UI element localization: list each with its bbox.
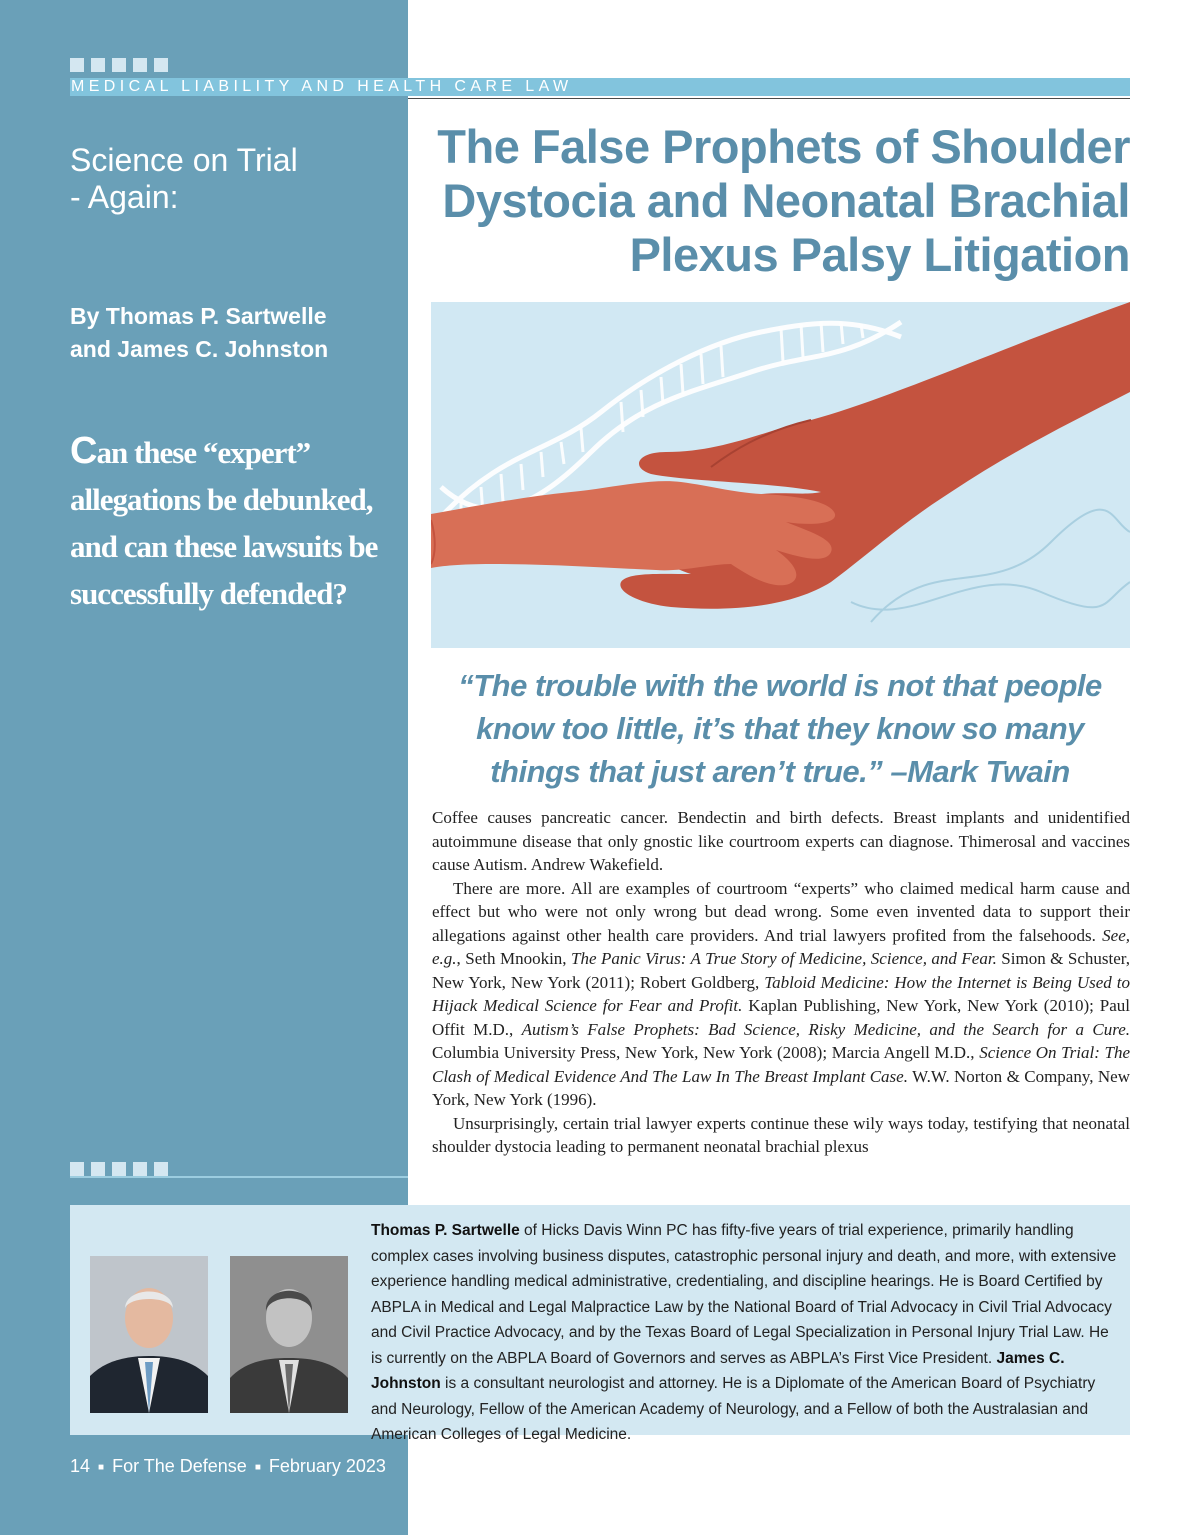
section-divider <box>408 98 1130 99</box>
publication-name: For The Defense <box>112 1456 247 1476</box>
square-icon <box>70 1162 84 1176</box>
body-text: , Seth Mnookin, <box>456 949 572 968</box>
byline <box>70 300 390 366</box>
decorative-squares-top <box>70 58 168 72</box>
square-icon <box>112 1162 126 1176</box>
photo-spacer <box>88 1243 371 1448</box>
title-line: The False Prophets of Shoulder <box>437 120 1130 173</box>
hands-illustration <box>431 302 1130 648</box>
square-icon <box>91 1162 105 1176</box>
separator-square-icon: ■ <box>254 1461 261 1473</box>
byline-line: and James C. Johnston <box>70 336 329 362</box>
body-paragraph: Unsurprisingly, certain trial lawyer experts continue these wily ways today, testifying that neonatal shoulder dystocia leading to permanent neonatal brachial plexus <box>432 1113 1130 1156</box>
kicker-line: - Again: <box>70 179 179 215</box>
decorative-squares-bottom <box>70 1162 168 1176</box>
page-footer <box>70 1456 386 1477</box>
quote-line: know too little, it’s that they know so many <box>476 711 1084 746</box>
kicker <box>70 142 390 216</box>
book-title: The Panic Virus: A True Story of Medicine, Science, and Fear. <box>571 949 997 968</box>
body-text: There are more. All are examples of courtroom “experts” who claimed medical harm cause and effect but who were not only wrong but dead wrong. Some even invented data to support their allegations against other health care providers. And trial lawyers profited from the falsehoods. <box>432 878 1130 945</box>
book-title: Tabloid Medicine: How the Internet is Being Used to Hijack Medical Science for Fear and Profit. <box>432 972 1130 1015</box>
quote-line: things that just aren’t true.” –Mark Twain <box>490 754 1070 789</box>
pull-quote <box>430 664 1130 793</box>
bio-text <box>88 1218 1118 1448</box>
bio-body: of Hicks Davis Winn PC has fifty-five years of trial experience, primarily handling complex cases involving business disputes, catastrophic personal injury and death, and more, with extensive experience handling medical administrative, credentialing, and discipline hearings. He is Board Certified by ABPLA in Medical and Legal Malpractice Law by the National Board of Trial Advocacy in Civil Trial Advocacy and Civil Practice Advocacy, and by the Texas Board of Legal Specialization in Personal Injury Trial Law. He is currently on the ABPLA Board of Governors and serves as ABPLA’s First Vice President. <box>371 1222 1117 1367</box>
body-paragraph <box>432 877 1130 1112</box>
square-icon <box>112 58 126 72</box>
separator-square-icon: ■ <box>98 1461 105 1473</box>
body-italic: See, e.g. <box>432 925 1130 968</box>
article-body <box>432 806 1130 1159</box>
square-icon <box>70 58 84 72</box>
body-text: W.W. Norton & Company, New York, New York (1996). <box>432 1066 1131 1109</box>
title-line: Plexus Palsy Litigation <box>629 228 1130 281</box>
teaser-text <box>70 428 390 617</box>
page-number: 14 <box>70 1456 91 1476</box>
body-text: Simon & Schuster, New York, New York (2011); Robert Goldberg, <box>432 949 1130 992</box>
body-paragraph: Coffee causes pancreatic cancer. Bendectin and birth defects. Breast implants and unidentified autoimmune disease that only gnostic like courtroom experts can diagnose. Thimerosal and vaccines cause Autism. Andrew Wakefield. <box>432 808 1130 874</box>
body-text: Columbia University Press, New York, New York (2008); Marcia Angell M.D., <box>432 1043 980 1062</box>
drop-cap: C <box>70 430 97 472</box>
issue-date: February 2023 <box>268 1456 386 1476</box>
square-icon <box>133 58 147 72</box>
square-icon <box>154 58 168 72</box>
byline-line: By Thomas P. Sartwelle <box>70 303 327 329</box>
square-icon <box>133 1162 147 1176</box>
quote-line: “The trouble with the world is not that people <box>458 668 1102 703</box>
title-line: Dystocia and Neonatal Brachial <box>442 174 1130 227</box>
adult-hand-holding-baby-hand-icon <box>431 302 1130 648</box>
kicker-line: Science on Trial <box>70 142 298 178</box>
section-label: MEDICAL LIABILITY AND HEALTH CARE LAW <box>71 78 573 95</box>
book-title: Autism’s False Prophets: Bad Science, Risky Medicine, and the Search for a Cure. <box>521 1019 1130 1039</box>
body-text: Kaplan Publishing, New York, New York (2010); Paul Offit M.D., <box>432 996 1131 1039</box>
author-name: Thomas P. Sartwelle <box>371 1222 520 1239</box>
sidebar-bottom-divider <box>70 1176 408 1178</box>
square-icon <box>91 58 105 72</box>
square-icon <box>154 1162 168 1176</box>
bio-body: is a consultant neurologist and attorney. He is a Diplomate of the American Board of Psychiatry and Neurology, Fellow of the American Academy of Neurology, and a Fellow of both the Australasian and American Colleges of Legal Medicine. <box>371 1375 1096 1443</box>
author-bio-box <box>70 1205 1130 1443</box>
article-title <box>420 120 1130 282</box>
teaser-rest: an these “expert” allegations be debunked, and can these lawsuits be successfully defended? <box>70 435 378 611</box>
author-name: James C. Johnston <box>371 1349 1065 1392</box>
book-title: Science On Trial: The Clash of Medical Evidence And The Law In The Breast Implant Case. <box>432 1043 1131 1086</box>
